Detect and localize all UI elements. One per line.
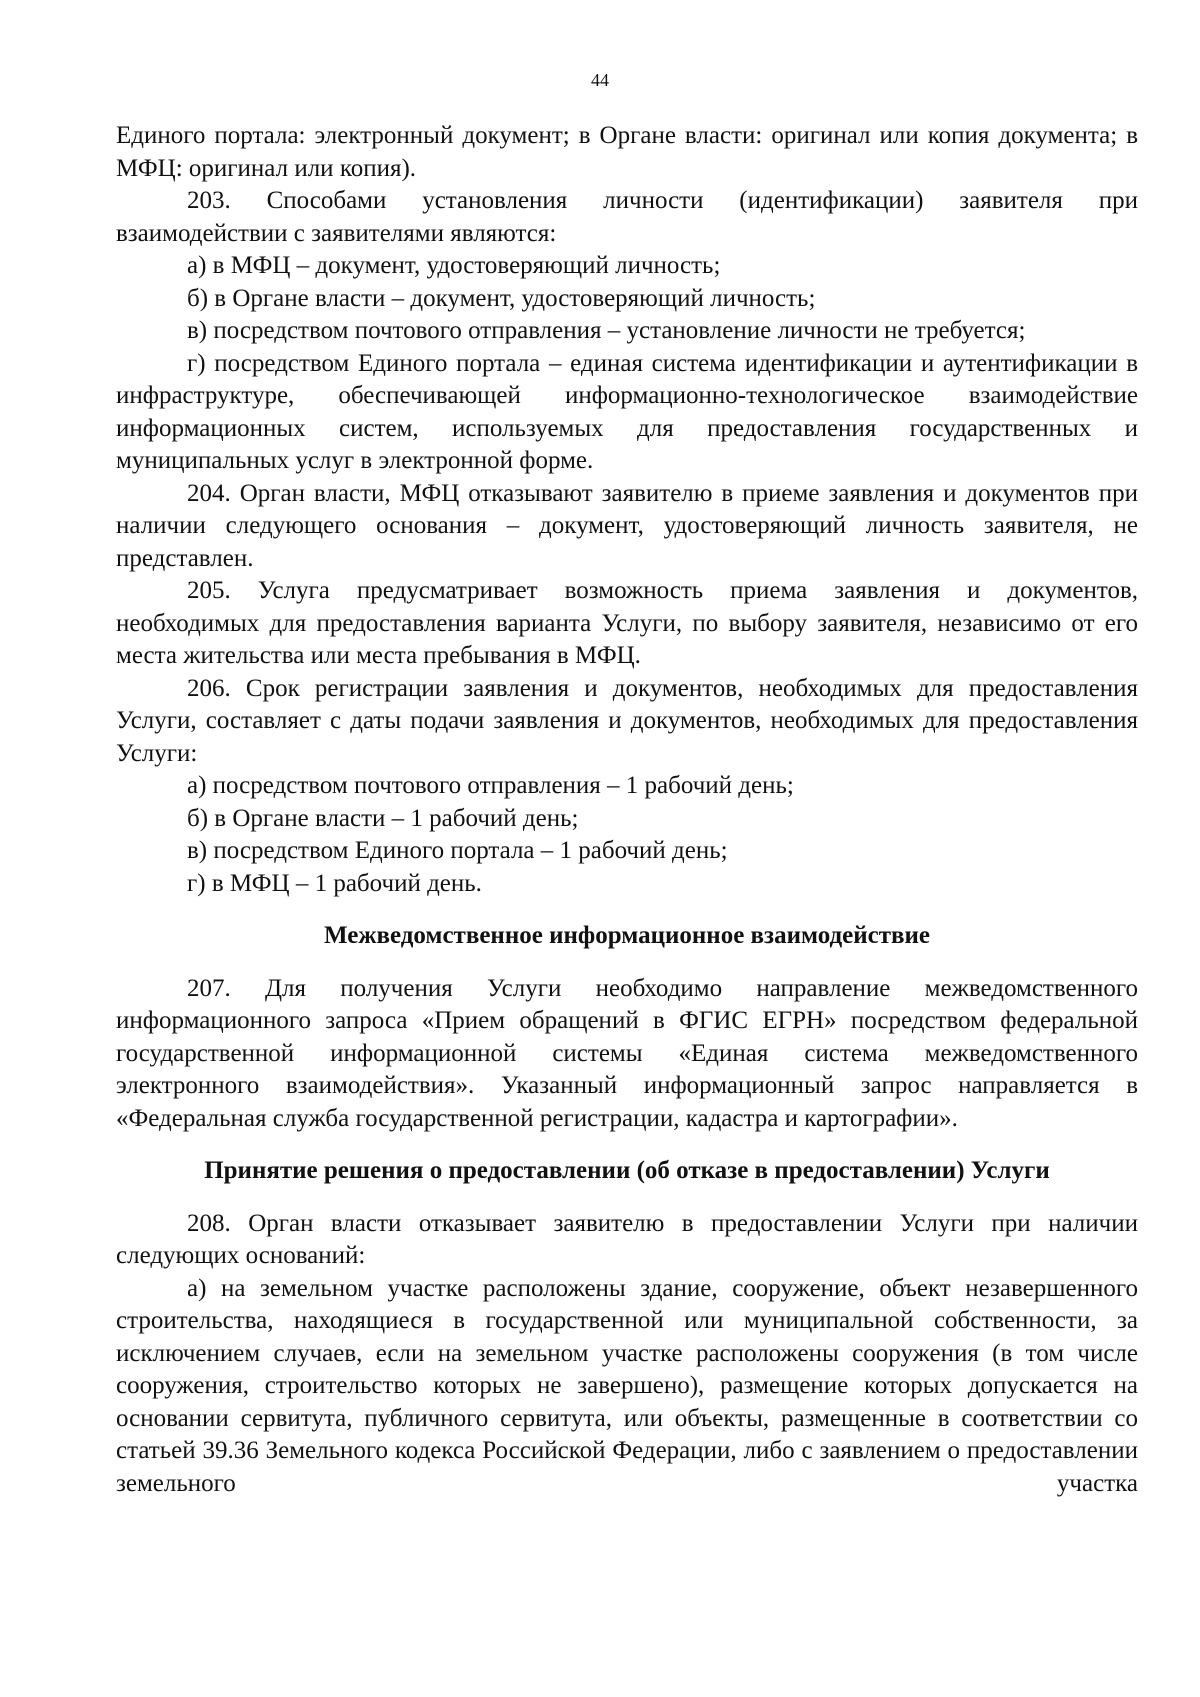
list-item-208-a: а) на земельном участке расположены здание, сооружение, объект незавершенного строительства, находящиеся в государственной или муниципальной собственности, за исключением случаев, если на земельном участке расположены сооружения (в том числе сооружения, строительство которых не завершено), размещение которых допускается на основании сервитута, публичного сервитута, или объекты, размещенные в соответствии со статьей 39.36 Земельного кодекса Российской Федерации, либо с заявлением о предоставлении земельного участка [116, 1274, 1138, 1497]
paragraph-208: 208. Орган власти отказывает заявителю в предоставлении Услуги при наличии следующих оснований: [116, 1209, 1138, 1269]
section-heading-decision: Принятие решения о предоставлении (об отказе в предоставлении) Услуги [204, 1157, 1050, 1184]
list-item-206-b: б) в Органе власти – 1 рабочий день; [187, 804, 579, 832]
list-item-206-g: г) в МФЦ – 1 рабочий день. [187, 869, 482, 897]
list-item-203-b: б) в Органе власти – документ, удостоверяющий личность; [187, 284, 816, 312]
section-heading-interagency: Межведомственное информационное взаимодействие [324, 922, 930, 949]
list-item-203-g: г) посредством Единого портала – единая система идентификации и аутентификации в инфраструктуре, обеспечивающей информационно-технологическое взаимодействие информационных систем, используемых для предоставления государственных и муниципальных услуг в электронной форме. [116, 349, 1138, 474]
list-item-203-a: а) в МФЦ – документ, удостоверяющий личность; [187, 252, 721, 279]
list-item-206-a: а) посредством почтового отправления – 1 рабочий день; [187, 772, 794, 799]
paragraph-206: 206. Срок регистрации заявления и документов, необходимых для предоставления Услуги, составляет с даты подачи заявления и документов, необходимых для предоставления Услуги: [116, 674, 1138, 767]
page-number: 44 [591, 70, 609, 90]
list-item-203-v: в) посредством почтового отправления – установление личности не требуется; [187, 317, 1026, 344]
paragraph-203: 203. Способами установления личности (идентификации) заявителя при взаимодействии с заявителями являются: [116, 187, 1138, 247]
paragraph-207: 207. Для получения Услуги необходимо направление межведомственного информационного запроса «Прием обращений в ФГИС ЕГРН» посредством федеральной государственной информационной системы «Единая система межведомственного электронного взаимодействия». Указанный информационный запрос направляется в «Федеральная служба государственной регистрации, кадастра и картографии». [116, 974, 1138, 1132]
paragraph-204: 204. Орган власти, МФЦ отказывают заявителю в приеме заявления и документов при наличии следующего основания – документ, удостоверяющий личность заявителя, не представлен. [116, 479, 1138, 572]
paragraph-continuation: Единого портала: электронный документ; в Органе власти: оригинал или копия документа; в МФЦ: оригинал или копия). [116, 122, 1138, 182]
list-item-206-v: в) посредством Единого портала – 1 рабочий день; [187, 837, 728, 864]
paragraph-205: 205. Услуга предусматривает возможность приема заявления и документов, необходимых для предоставления варианта Услуги, по выбору заявителя, независимо от его места жительства или места пребывания в МФЦ. [116, 577, 1138, 669]
document-body [116, 120, 1138, 1500]
